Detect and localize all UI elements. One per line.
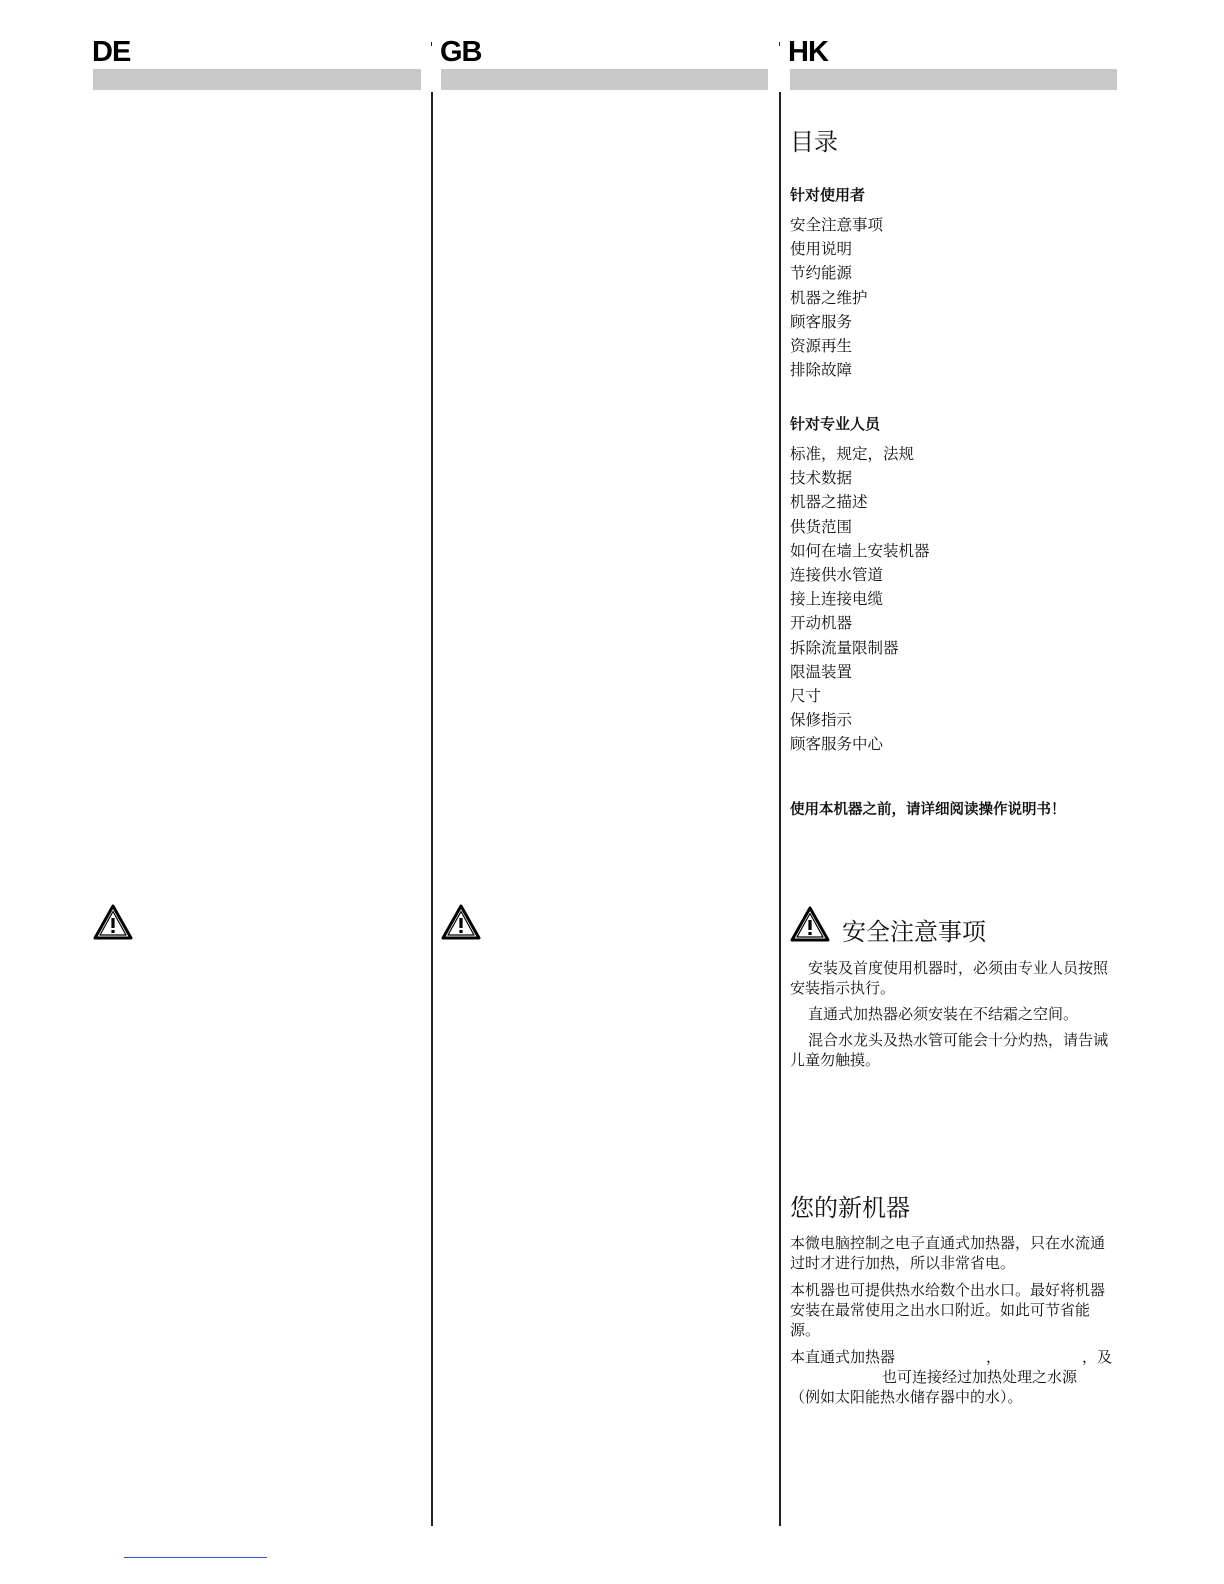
- column-tick: [431, 42, 432, 46]
- header-bar-hk: [790, 69, 1117, 90]
- new-device-paragraph: [790, 1347, 1116, 1407]
- toc-item[interactable]: 机器之维护: [790, 288, 868, 307]
- toc-item[interactable]: 接上连接电缆: [790, 590, 884, 609]
- text-fragment: ，: [986, 1348, 1002, 1366]
- toc-item[interactable]: 节约能源: [790, 264, 853, 283]
- text-fragment: 也可连接经过加热处理之水源: [882, 1368, 1078, 1386]
- toc-item[interactable]: 顾客服务中心: [790, 735, 884, 754]
- text-fragment: （例如太阳能热水储存器中的水）。: [790, 1388, 1023, 1406]
- toc-item[interactable]: 保修指示: [790, 711, 853, 730]
- toc-item[interactable]: 顾客服务: [790, 312, 853, 331]
- toc-title: 目录: [790, 128, 838, 156]
- column-tick: [779, 42, 780, 46]
- toc-item[interactable]: 排除故障: [790, 361, 853, 380]
- toc-pro-heading: 针对专业人员: [790, 415, 881, 433]
- footer-link-underline[interactable]: [124, 1557, 267, 1558]
- toc-user-heading: 针对使用者: [790, 186, 866, 204]
- toc-item[interactable]: 开动机器: [790, 614, 853, 633]
- toc-item[interactable]: 限温装置: [790, 662, 853, 681]
- column-header-gb: GB: [440, 36, 482, 68]
- warning-triangle-icon: [441, 904, 481, 940]
- header-bar-de: [93, 69, 421, 90]
- warning-triangle-icon: [790, 906, 830, 942]
- column-divider: [431, 92, 433, 1526]
- toc-item[interactable]: 技术数据: [790, 469, 853, 488]
- column-header-hk: HK: [788, 36, 828, 68]
- read-manual-notice: 使用本机器之前，请详细阅读操作说明书！: [790, 801, 1066, 818]
- toc-item[interactable]: 如何在墙上安装机器: [790, 541, 930, 560]
- text-fragment: 本直通式加热器: [790, 1348, 896, 1366]
- safety-paragraph: 安装及首度使用机器时，必须由专业人员按照安装指示执行。: [790, 959, 1109, 997]
- toc-item[interactable]: 拆除流量限制器: [790, 638, 899, 657]
- toc-item[interactable]: 连接供水管道: [790, 565, 884, 584]
- safety-paragraph: 直通式加热器必须安装在不结霜之空间。: [808, 1005, 1079, 1023]
- toc-item[interactable]: 安全注意事项: [790, 216, 884, 234]
- column-divider: [779, 92, 781, 1526]
- new-device-paragraph: 本机器也可提供热水给数个出水口。最好将机器安装在最常使用之出水口附近。如此可节省能源。: [790, 1281, 1106, 1339]
- header-bar-gb: [441, 69, 768, 90]
- new-device-paragraph: 本微电脑控制之电子直通式加热器，只在水流通过时才进行加热，所以非常省电。: [790, 1234, 1106, 1272]
- warning-triangle-icon: [93, 904, 133, 940]
- toc-item[interactable]: 机器之描述: [790, 493, 868, 512]
- toc-pro-list: [790, 442, 930, 756]
- toc-item[interactable]: 标准，规定，法规: [790, 445, 915, 463]
- new-device-title: 您的新机器: [790, 1194, 910, 1222]
- toc-item[interactable]: 使用说明: [790, 240, 853, 259]
- toc-item[interactable]: 供货范围: [790, 517, 853, 536]
- text-fragment: ，及: [1082, 1348, 1113, 1366]
- safety-paragraph: 混合水龙头及热水管可能会十分灼热，请告诫儿童勿触摸。: [790, 1031, 1109, 1069]
- toc-user-list: [790, 213, 883, 382]
- toc-item[interactable]: 尺寸: [790, 686, 822, 705]
- column-header-de: DE: [92, 36, 131, 68]
- safety-title: 安全注意事项: [842, 918, 986, 946]
- toc-item[interactable]: 资源再生: [790, 336, 853, 355]
